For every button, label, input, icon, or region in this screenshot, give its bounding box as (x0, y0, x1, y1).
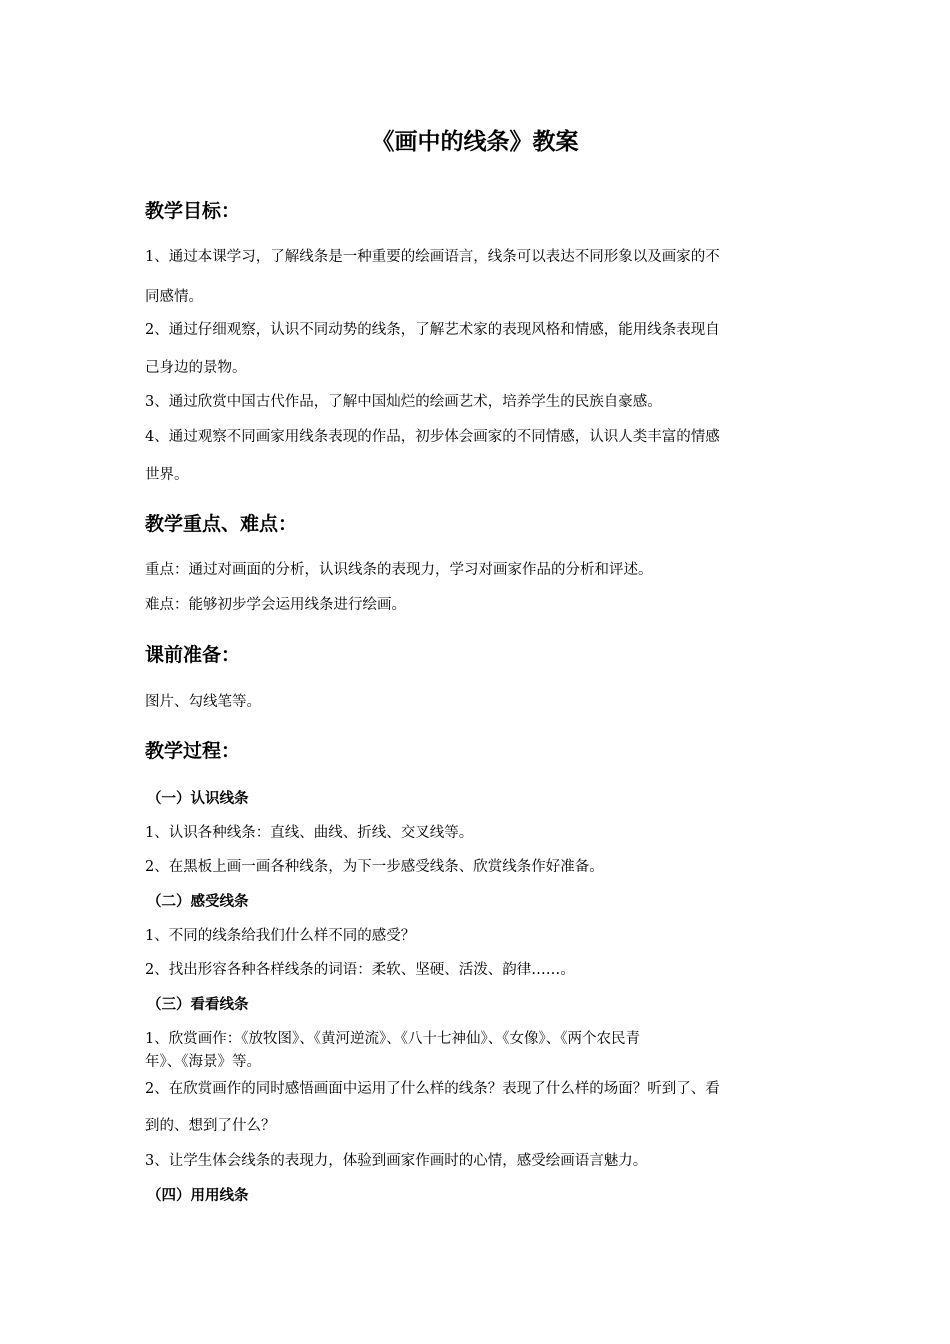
section-3-item-2-line-1: 2、在欣赏画作的同时感悟画面中运用了什么样的线条？表现了什么样的场面？听到了、看 (145, 1081, 720, 1097)
objective-2-line-2: 己身边的景物。 (145, 360, 247, 376)
difficult-point: 难点：能够初步学会运用线条进行绘画。 (145, 597, 406, 613)
section-4-title: （四）用用线条 (147, 1188, 249, 1204)
objective-3: 3、通过欣赏中国古代作品，了解中国灿烂的绘画艺术，培养学生的民族自豪感。 (145, 394, 662, 410)
objective-1-line-1: 1、通过本课学习，了解线条是一种重要的绘画语言，线条可以表达不同形象以及画家的不 (145, 249, 720, 265)
section-1-item-1: 1、认识各种线条：直线、曲线、折线、交叉线等。 (145, 825, 474, 841)
preparation-text: 图片、勾线笔等。 (145, 694, 261, 710)
key-point: 重点：通过对画面的分析，认识线条的表现力，学习对画家作品的分析和评述。 (145, 562, 653, 578)
objectives-heading: 教学目标： (145, 200, 241, 222)
section-2-title: （二）感受线条 (147, 894, 249, 910)
section-3-item-1-line-1: 1、欣赏画作：《放牧图》、《黄河逆流》、《八十七神仙》、《女像》、《两个农民青 (145, 1031, 640, 1047)
section-3-item-1-line-2: 年》、《海景》等。 (145, 1054, 261, 1070)
section-1-item-2: 2、在黑板上画一画各种线条，为下一步感受线条、欣赏线条作好准备。 (145, 859, 604, 875)
section-3-item-3: 3、让学生体会线条的表现力，体验到画家作画时的心情，感受绘画语言魅力。 (145, 1153, 648, 1169)
preparation-heading: 课前准备： (145, 644, 241, 666)
objective-4-line-2: 世界。 (145, 467, 189, 483)
section-2-item-2: 2、找出形容各种各样线条的词语：柔软、坚硬、活泼、韵律……。 (145, 962, 575, 978)
section-3-title: （三）看看线条 (147, 997, 249, 1013)
document-title: 《画中的线条》教案 (371, 129, 579, 155)
objective-4-line-1: 4、通过观察不同画家用线条表现的作品，初步体会画家的不同情感，认识人类丰富的情感 (145, 429, 720, 445)
objective-1-line-2: 同感情。 (145, 289, 203, 305)
process-heading: 教学过程： (145, 740, 241, 762)
section-3-item-2-line-2: 到的、想到了什么？ (145, 1118, 276, 1134)
objective-2-line-1: 2、通过仔细观察，认识不同动势的线条，了解艺术家的表现风格和情感，能用线条表现自 (145, 322, 720, 338)
section-2-item-1: 1、不同的线条给我们什么样不同的感受？ (145, 928, 416, 944)
key-points-heading: 教学重点、难点： (145, 513, 298, 535)
section-1-title: （一）认识线条 (147, 791, 249, 807)
